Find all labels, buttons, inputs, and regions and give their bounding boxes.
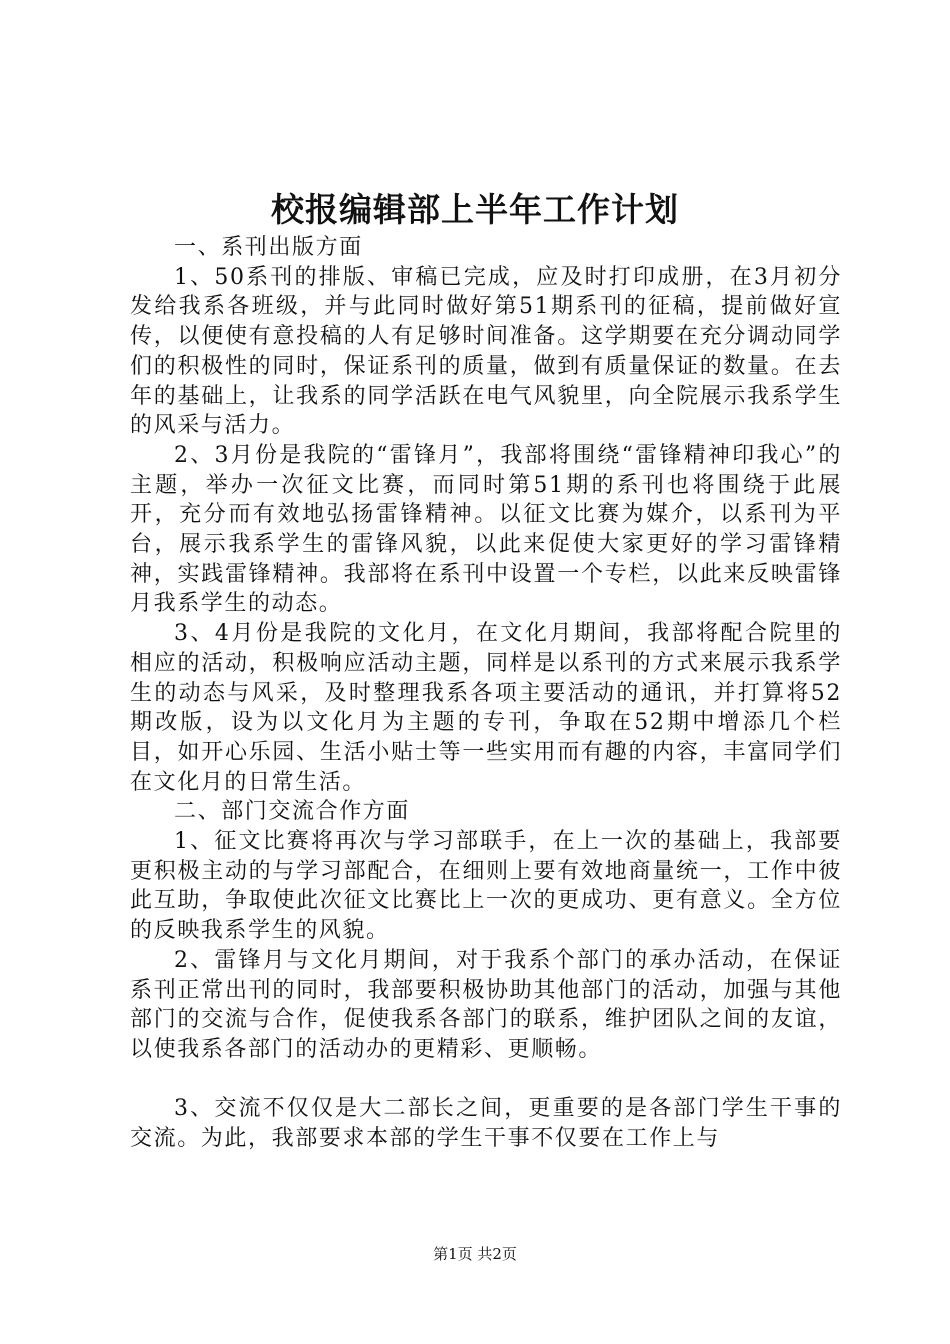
paragraph-cooperation-3: 3、交流不仅仅是大二部长之间，更重要的是各部门学生干事的交流。为此，我部要求本部的学生干事不仅要在工作上与 bbox=[130, 1096, 842, 1152]
paragraph-cooperation-2: 2、雷锋月与文化月期间，对于我系个部门的承办活动，在保证系刊正常出刊的同时，我部要积极协助其他部门的活动，加强与其他部门的交流与合作，促使我系各部门的联系，维护团队之间的友谊，以使我系各部门的活动办的更精彩、更顺畅。 bbox=[130, 947, 842, 1062]
paragraph-publication-3: 3、4月份是我院的文化月，在文化月期间，我部将配合院里的相应的活动，积极响应活动主题，同样是以系刊的方式来展示我系学生的动态与风采，及时整理我系各项主要活动的通讯，并打算将52期改版，设为以文化月为主题的专刊，争取在52期中增添几个栏目，如开心乐园、生活小贴士等一些实用而有趣的内容，丰富同学们在文化月的日常生活。 bbox=[130, 621, 842, 795]
paragraph-cooperation-1: 1、征文比赛将再次与学习部联手，在上一次的基础上，我部要更积极主动的与学习部配合，在细则上要有效地商量统一，工作中彼此互助，争取使此次征文比赛比上一次的更成功、更有意义。全方位的反映我系学生的风貌。 bbox=[130, 829, 842, 944]
paragraph-publication-2: 2、3月份是我院的“雷锋月”，我部将围绕“雷锋精神印我心”的主题，举办一次征文比赛，而同时第51期的系刊也将围绕于此展开，充分而有效地弘扬雷锋精神。以征文比赛为媒介，以系刊为平台，展示我系学生的雷锋风貌，以此来促使大家更好的学习雷锋精神，实践雷锋精神。我部将在系刊中设置一个专栏，以此来反映雷锋月我系学生的动态。 bbox=[130, 442, 842, 617]
page-indicator: 第1页 共2页 bbox=[433, 1245, 517, 1263]
document-title: 校报编辑部上半年工作计划 bbox=[271, 190, 679, 229]
section-heading-cooperation: 二、部门交流合作方面 bbox=[174, 799, 411, 825]
document-body bbox=[130, 233, 842, 1154]
paragraph-publication-1: 1、50系刊的排版、审稿已完成，应及时打印成册，在3月初分发给我系各班级，并与此同时做好第51期系刊的征稿，提前做好宣传，以便使有意投稿的人有足够时间准备。这学期要在充分调动同学们的积极性的同时，保证系刊的质量，做到有质量保证的数量。在去年的基础上，让我系的同学活跃在电气风貌里，向全院展示我系学生的风采与活力。 bbox=[130, 264, 842, 439]
section-heading-publication: 一、系刊出版方面 bbox=[174, 235, 363, 260]
